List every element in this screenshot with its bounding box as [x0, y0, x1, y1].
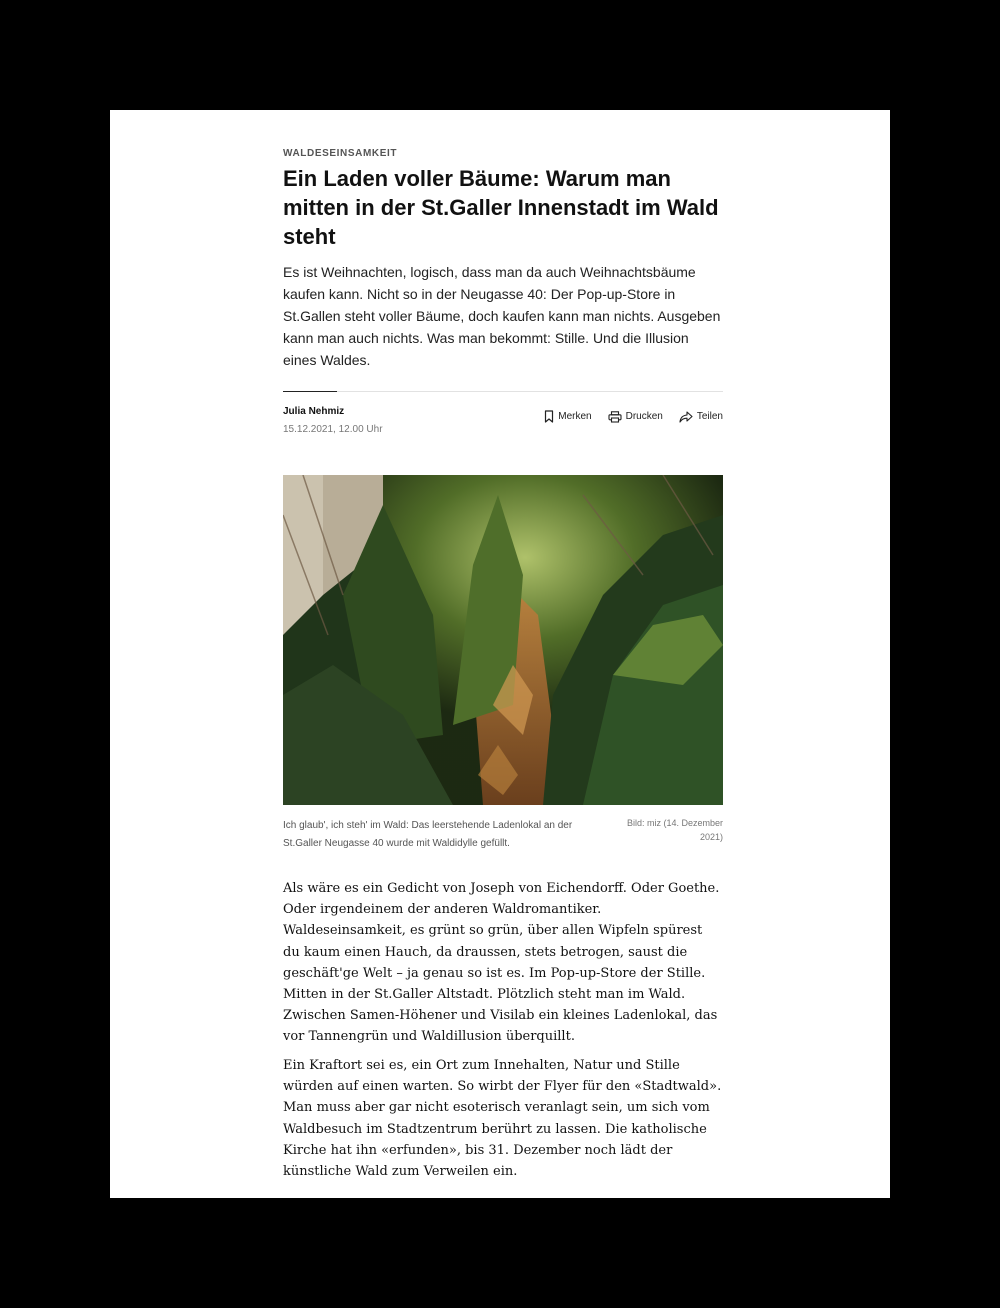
- print-label: Drucken: [625, 411, 663, 422]
- bookmark-label: Merken: [558, 411, 592, 422]
- bookmark-icon: [544, 410, 554, 423]
- publish-date: 15.12.2021, 12.00 Uhr: [283, 424, 383, 435]
- article-actions: [544, 410, 723, 423]
- article-lead: Es ist Weihnachten, logisch, dass man da auch Weihnachtsbäume kaufen kann. Nicht so in der Neugasse 40: Der Pop-up-Store in St.Gallen steht voller Bäume, doch kaufen kann man nichts. Ausgeben kann man auch nichts. Was man bekommt: Stille. Und die Illusion eines Waldes.: [283, 264, 721, 368]
- body-paragraph: Ein Kraftort sei es, ein Ort zum Innehalten, Natur und Stille würden auf einen warten. So wirbt der Flyer für den «Stadtwald». Man muss aber gar nicht esoterisch veranlagt sein, um sich vom Waldbesuch im Stadtzentrum berührt zu lassen. Die katholische Kirche hat ihn «erfunden», bis 31. Dezember noch lädt der künstliche Wald zum Verweilen ein.: [283, 1058, 722, 1180]
- share-label: Teilen: [696, 411, 723, 422]
- author-name[interactable]: Julia Nehmiz: [283, 406, 345, 417]
- share-button[interactable]: [679, 410, 723, 423]
- body-paragraph: Als wäre es ein Gedicht von Joseph von Eichendorff. Oder Goethe. Oder irgendeinem der anderen Waldromantiker. Waldeseinsamkeit, es grünt so grün, über allen Wipfeln spürest du kaum einen Hauch, da draussen, stets betrogen, saust die geschäft'ge Welt – ja genau so ist es. Im Pop-up-Store der Stille. Mitten in der St.Galler Altstadt. Plötzlich steht man im Wald. Zwischen Samen-Höhener und Visilab ein kleines Ladenlokal, das vor Tannengrün und Waldillusion überquillt.: [283, 881, 720, 1045]
- share-arrow-icon: [679, 411, 693, 423]
- print-button[interactable]: [608, 410, 663, 423]
- photo-credit: Bild: miz (14. Dezember 2021): [626, 818, 723, 842]
- article-title: Ein Laden voller Bäume: Warum man mitten in der St.Galler Innenstadt im Wald steht: [283, 166, 719, 249]
- photo-caption: Ich glaub', ich steh' im Wald: Das leerstehende Ladenlokal an der St.Galler Neugasse 40 wurde mit Waldidylle gefüllt.: [283, 820, 573, 849]
- printer-icon: [608, 411, 622, 423]
- bookmark-button[interactable]: [544, 410, 591, 423]
- divider: [337, 391, 723, 392]
- article-kicker: WALDESEINSAMKEIT: [283, 148, 398, 159]
- divider-accent: [283, 391, 337, 392]
- article-photo[interactable]: [283, 475, 723, 805]
- forest-photo: [283, 475, 723, 805]
- article-page: [110, 110, 890, 1198]
